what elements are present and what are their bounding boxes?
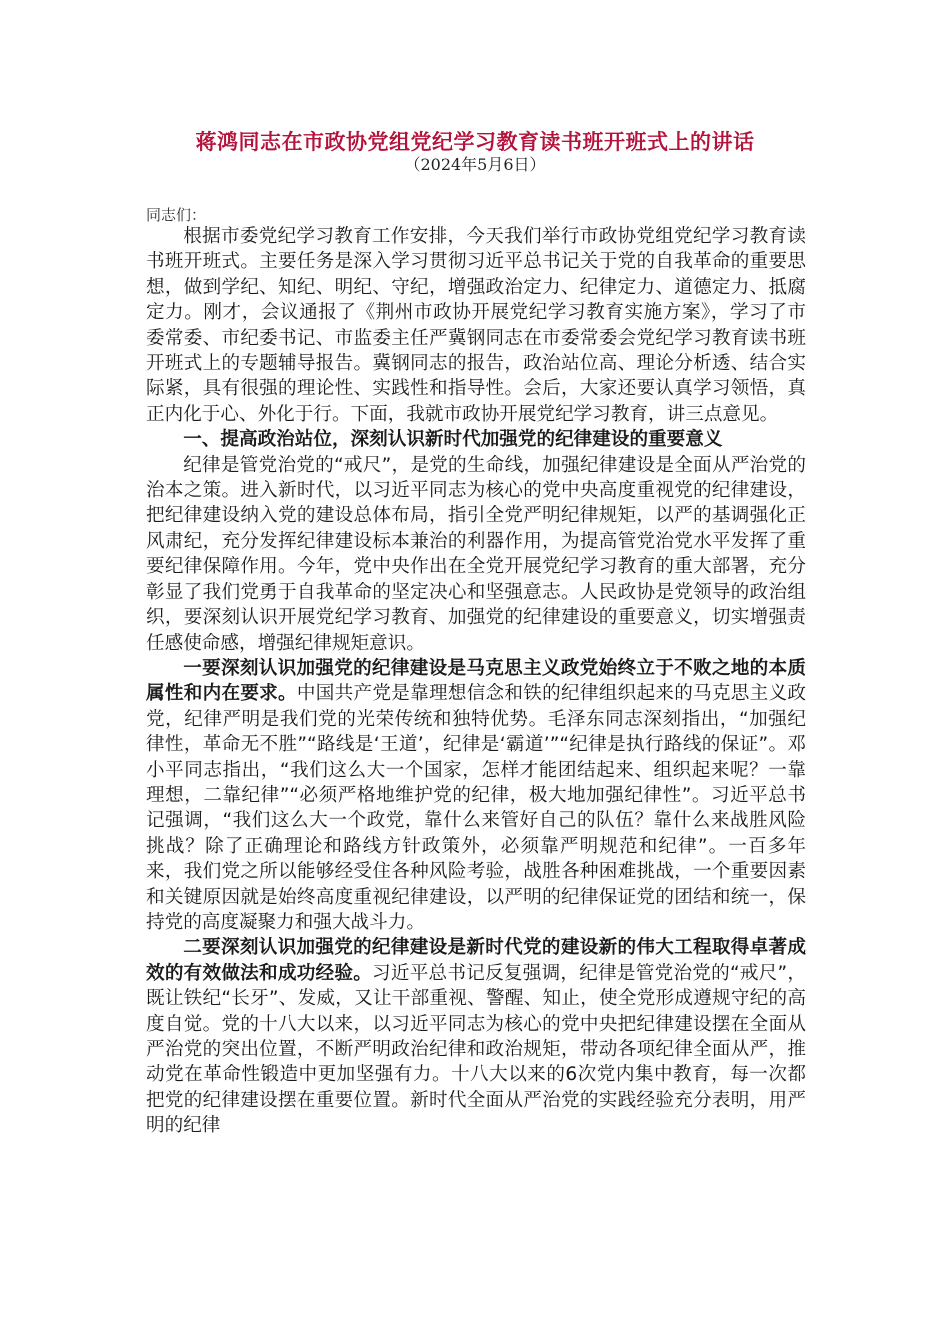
paragraph-point-2 (146, 935, 806, 1138)
document-date: （2024年5月6日） (404, 155, 546, 174)
paragraph-section-1-intro (146, 453, 806, 656)
point-lead-text: 二要深刻认识加强党的纪律建设是新时代党的建设新的伟大工程取得卓著成效的有效做法和成功经验。 (146, 937, 806, 984)
section-heading-text: 一、提高政治站位，深刻认识新时代加强党的纪律建设的重要意义 (183, 429, 723, 451)
paragraph-intro (146, 224, 806, 427)
paragraph-text: 中国共产党是靠理想信念和铁的纪律组织起来的马克思主义政党，纪律严明是我们党的光荣传统和独特优势。毛泽东同志深刻指出，“加强纪律性，革命无不胜”“路线是‘王道’，纪律是‘霸道’”“纪律是执行路线的保证”。邓小平同志指出，“我们这么大一个国家，怎样才能团结起来、组织起来呢？一靠理想，二靠纪律”“必须严格地维护党的纪律，极大地加强纪律性”。习近平总书记强调，“我们这么大一个政党，靠什么来管好自己的队伍？靠什么来战胜风险挑战？除了正确理论和路线方针政策外，必须靠严明规范和纪律”。一百多年来，我们党之所以能够经受住各种风险考验，战胜各种困难挑战，一个重要因素和关键原因就是始终高度重视纪律建设，以严明的纪律保证党的团结和统一，保持党的高度凝聚力和强大战斗力。 (146, 683, 806, 933)
point-lead-text: 一要深刻认识加强党的纪律建设是马克思主义政党始终立于不败之地的本质属性和内在要求。 (146, 657, 806, 705)
paragraph-text: 习近平总书记反复强调，纪律是管党治党的“戒尺”，既让铁纪“长牙”、发威，又让干部重视、警醒、知止，使全党形成遵规守纪的高度自觉。党的十八大以来，以习近平同志为核心的党中央把纪律建设摆在全面从严治党的突出位置，不断严明政治纪律和政治规矩，带动各项纪律全面从严，推动党在革命性锻造中更加坚强有力。十八大以来的6次党内集中教育，每一次都把党的纪律建设摆在重要位置。新时代全面从严治党的实践经验充分表明，用严明的纪律 (146, 962, 806, 1137)
paragraph-point-1 (146, 656, 806, 935)
section-heading-1 (146, 427, 806, 452)
salutation: 同志们： (146, 206, 207, 224)
document-body (146, 224, 806, 1139)
paragraph-text: 根据市委党纪学习教育工作安排，今天我们举行市政协党组党纪学习教育读书班开班式。主要任务是深入学习贯彻习近平总书记关于党的自我革命的重要思想，做到学纪、知纪、明纪、守纪，增强政治定力、纪律定力、道德定力、抵腐定力。刚才，会议通报了《荆州市政协开展党纪学习教育实施方案》，学习了市委常委、市纪委书记、市监委主任严冀钢同志在市委常委会党纪学习教育读书班开班式上的专题辅导报告。冀钢同志的报告，政治站位高、理论分析透、结合实际紧，具有很强的理论性、实践性和指导性。会后，大家还要认真学习领悟，真正内化于心、外化于行。下面，我就市政协开展党纪学习教育，讲三点意见。 (146, 226, 806, 425)
paragraph-text: 纪律是管党治党的“戒尺”，是党的生命线，加强纪律建设是全面从严治党的治本之策。进入新时代，以习近平同志为核心的党中央高度重视党的纪律建设，把纪律建设纳入党的建设总体布局，指引全党严明纪律规矩，以严的基调强化正风肃纪，充分发挥纪律建设标本兼治的利器作用，为提高管党治党水平发挥了重要纪律保障作用。今年，党中央作出在全党开展党纪学习教育的重大部署，充分彰显了我们党勇于自我革命的坚定决心和坚强意志。人民政协是党领导的政治组织，要深刻认识开展党纪学习教育、加强党的纪律建设的重要意义，切实增强责任感使命感，增强纪律规矩意识。 (146, 454, 806, 654)
document-title: 蒋鸿同志在市政协党组党纪学习教育读书班开班式上的讲话 (195, 129, 755, 154)
